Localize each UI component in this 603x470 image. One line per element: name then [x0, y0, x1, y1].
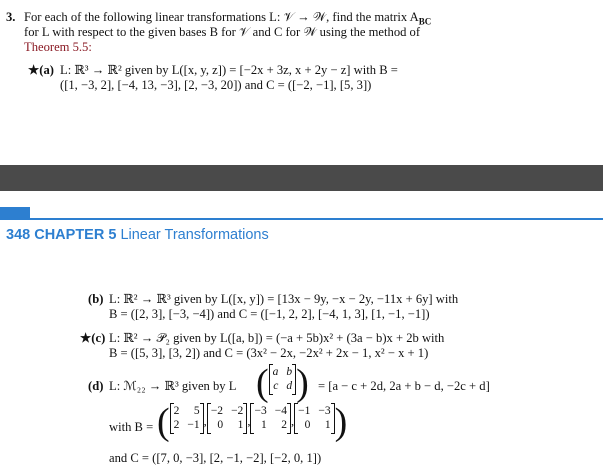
basis-matrix-4	[294, 403, 335, 434]
matrix-cell: −1	[187, 418, 200, 431]
matrix-cell: −2	[210, 404, 224, 417]
matrix-cell: d	[286, 379, 293, 392]
basis-matrix-2	[207, 403, 251, 434]
section-title: Linear Transformations	[120, 227, 269, 243]
matrix-cell: 2	[173, 418, 180, 431]
part-c-label: ★(c)	[80, 331, 106, 345]
right-paren: )	[334, 401, 348, 443]
matrix-cell: −2	[231, 404, 244, 417]
matrix-cell: −3	[254, 404, 267, 417]
part-d-argument-matrix	[256, 362, 309, 404]
chapter-label: CHAPTER 5	[34, 227, 117, 243]
theorem-reference[interactable]: Theorem 5.5:	[24, 40, 92, 54]
matrix-cell: 2	[281, 418, 287, 431]
part-a-line2: ([1, −3, 2], [−4, 13, −3], [2, −3, 20]) and C = ([−2, −1], [5, 3])	[60, 78, 372, 92]
part-d-with-b: with B =	[109, 420, 154, 434]
matrix-cell: 1	[260, 418, 267, 431]
left-paren: (	[256, 362, 269, 404]
intro-line1-text: For each of the following linear transformations L: 𝒱 → 𝒲, find the matrix A	[24, 10, 419, 24]
part-d-and-c: and C = ([7, 0, −3], [2, −1, −2], [−2, 0, 1])	[109, 451, 322, 465]
matrix-abcd	[269, 364, 297, 395]
part-d-label: (d)	[88, 379, 104, 393]
part-d-lhs: L: ℳ₂₂ → ℝ³ given by L	[109, 379, 237, 393]
part-c-line1: L: ℝ² → 𝒫₂ given by L([a, b]) = (−a + 5b)x² + (3a − b)x + 2b with	[109, 331, 445, 345]
bracket-left	[207, 403, 211, 434]
bracket-left	[269, 364, 273, 395]
matrix-grid	[298, 405, 331, 432]
bracket-right	[331, 403, 335, 434]
basis-matrix-1	[170, 403, 204, 434]
page-break-band	[0, 165, 603, 191]
matrix-cell: 0	[304, 418, 311, 431]
bracket-right	[287, 403, 291, 434]
matrix-subscript: BC	[418, 16, 432, 27]
comma: ,	[203, 414, 207, 429]
bracket-right	[292, 364, 296, 395]
matrix-cell: 0	[217, 418, 224, 431]
bracket-right	[200, 403, 204, 434]
page-number: 348	[6, 227, 31, 243]
matrix-cell: −1	[298, 404, 311, 417]
part-b-line1: L: ℝ² → ℝ³ given by L([x, y]) = [13x − 9y, −x − 2y, −11x + 6y] with	[109, 292, 459, 306]
matrix-cell: a	[272, 365, 279, 378]
exercise-number: 3.	[6, 10, 16, 24]
part-a-line1: L: ℝ³ → ℝ² given by L([x, y, z]) = [−2x + 3z, x + 2y − z] with B =	[60, 63, 398, 77]
right-paren: )	[296, 362, 309, 404]
bracket-left	[294, 403, 298, 434]
header-rule	[0, 218, 603, 220]
basis-b-matrices	[157, 401, 348, 443]
part-b-line2: B = ([2, 3], [−3, −4]) and C = ([−1, 2, 2], [−4, 1, 3], [1, −1, −1])	[109, 307, 430, 321]
matrix-cell: b	[286, 365, 293, 378]
matrix-grid	[211, 405, 244, 432]
comma: ,	[290, 414, 295, 429]
bracket-left	[250, 403, 254, 434]
basis-matrix-3	[250, 403, 291, 434]
matrix-cell: 2	[173, 404, 180, 417]
part-a-label: ★(a)	[28, 63, 54, 77]
matrix-cell: 5	[193, 404, 200, 417]
left-paren: (	[157, 401, 170, 443]
matrix-cell: 1	[324, 418, 331, 431]
matrix-cell: c	[273, 379, 279, 392]
part-b-label: (b)	[88, 292, 104, 306]
matrix-grid	[174, 405, 200, 432]
part-c-line2: B = ([5, 3], [3, 2]) and C = (3x² − 2x, −2x² + 2x − 1, x² − x + 1)	[109, 346, 429, 360]
bracket-left	[170, 403, 174, 434]
matrix-cell: 1	[237, 418, 244, 431]
matrix-grid	[254, 405, 287, 432]
matrix-grid	[273, 366, 293, 393]
part-d-rhs: = [a − c + 2d, 2a + b − d, −2c + d]	[318, 379, 490, 393]
exercise-intro-line2: for L with respect to the given bases B for 𝒱 and C for 𝒲 using the method of	[24, 25, 421, 39]
comma: ,	[247, 414, 251, 429]
matrix-cell: −4	[274, 404, 287, 417]
running-header	[6, 227, 269, 243]
matrix-cell: −3	[318, 404, 331, 417]
bracket-right	[243, 403, 247, 434]
